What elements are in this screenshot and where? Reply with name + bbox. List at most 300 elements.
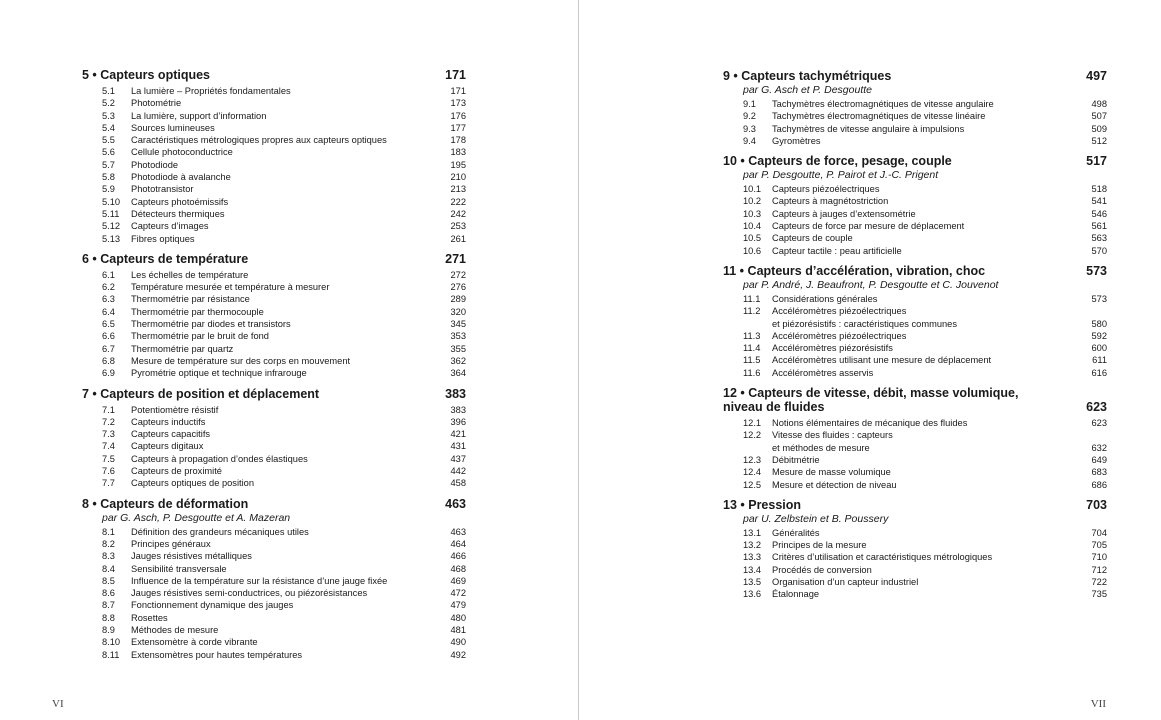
section-entry: [723, 442, 1107, 454]
section-number: 8.9: [102, 624, 115, 635]
section-entry: [723, 454, 1107, 466]
section-page-number: 466: [450, 551, 466, 562]
section-entry: [723, 245, 1107, 257]
section-entry: [723, 232, 1107, 244]
section-entry: [723, 479, 1107, 491]
chapter-page-number: 517: [1086, 154, 1107, 169]
section-title: Accéléromètres piézoélectriques: [772, 330, 907, 341]
section-page-number: 561: [1091, 221, 1107, 232]
section-number: 6.9: [102, 368, 115, 379]
section-list: [82, 526, 466, 661]
section-title: Capteurs à propagation d’ondes élastiques: [131, 453, 308, 464]
section-entry: [723, 220, 1107, 232]
section-number: 6.4: [102, 306, 115, 317]
section-page-number: 712: [1091, 564, 1107, 575]
section-entry: [723, 588, 1107, 600]
section-title: Méthodes de mesure: [131, 624, 219, 635]
section-entry: [723, 354, 1107, 366]
section-page-number: 261: [450, 233, 466, 244]
section-page-number: 611: [1092, 355, 1107, 366]
section-page-number: 183: [450, 147, 466, 158]
section-title: Fonctionnement dynamique des jauges: [131, 600, 294, 611]
section-page-number: 498: [1091, 99, 1107, 109]
section-title: Vitesse des fluides : capteurs: [772, 430, 893, 441]
chapter-title: 5 • Capteurs optiques: [82, 68, 211, 82]
chapter-authors: par U. Zelbstein et B. Poussery: [743, 512, 889, 525]
section-page-number: 469: [450, 575, 466, 586]
section-number: 6.8: [102, 355, 115, 366]
section-entry: [723, 305, 1107, 317]
section-number: 12.1: [743, 418, 762, 429]
section-entry: [82, 134, 466, 146]
section-page-number: 437: [450, 453, 466, 464]
section-list: [82, 269, 466, 380]
section-title: Capteurs d’images: [131, 221, 209, 232]
section-title: Mesure de masse volumique: [772, 467, 891, 478]
section-number: 9.4: [743, 135, 756, 146]
section-title: Accéléromètres asservis: [772, 367, 874, 378]
section-title: Mesure et détection de niveau: [772, 479, 897, 490]
section-page-number: 272: [450, 269, 466, 280]
section-number: 6.1: [102, 269, 115, 280]
section-page-number: 735: [1091, 589, 1107, 600]
section-page-number: 492: [450, 649, 466, 660]
section-page-number: 573: [1091, 293, 1107, 304]
section-page-number: 632: [1091, 442, 1107, 453]
section-page-number: 431: [450, 441, 466, 452]
section-number: 12.4: [743, 467, 762, 478]
section-title: Détecteurs thermiques: [131, 208, 225, 219]
toc-column: [723, 69, 1107, 608]
section-title: Thermométrie par quartz: [131, 343, 234, 354]
chapter-entry: [82, 68, 466, 245]
section-number: 8.2: [102, 538, 115, 549]
section-entry: [82, 146, 466, 158]
section-title: Capteur tactile : peau artificielle: [772, 245, 902, 256]
section-title: Les échelles de température: [131, 269, 249, 280]
section-number: 8.7: [102, 600, 115, 611]
section-title: Tachymètres électromagnétiques de vitesse angulaire: [772, 99, 994, 109]
section-title: Étalonnage: [772, 589, 820, 600]
section-entry: [82, 465, 466, 477]
section-number: 9.3: [743, 123, 756, 134]
section-title: Sources lumineuses: [131, 122, 215, 133]
section-entry: [82, 110, 466, 122]
section-entry: [82, 563, 466, 575]
section-page-number: 686: [1091, 479, 1107, 490]
section-title: Fibres optiques: [131, 233, 195, 244]
section-number: 12.3: [743, 454, 762, 465]
chapter-entry: [723, 498, 1107, 601]
section-entry: [82, 575, 466, 587]
section-number: 5.11: [102, 208, 120, 219]
section-page-number: 171: [450, 86, 466, 96]
section-entry: [82, 355, 466, 367]
section-title: Caractéristiques métrologiques propres aux capteurs optiques: [131, 135, 387, 146]
section-title: La lumière, support d’information: [131, 110, 267, 121]
section-entry: [723, 367, 1107, 379]
section-number: 6.7: [102, 343, 115, 354]
section-entry: [723, 98, 1107, 110]
section-number: 13.2: [743, 540, 762, 551]
section-number: 11.5: [743, 355, 761, 366]
section-page-number: 480: [450, 612, 466, 623]
section-page-number: 490: [450, 637, 466, 648]
section-title: Principes généraux: [131, 538, 211, 549]
section-number: 7.7: [102, 478, 115, 489]
section-title: Jauges résistives métalliques: [131, 551, 252, 562]
section-title: Principes de la mesure: [772, 540, 867, 551]
section-number: 7.5: [102, 453, 115, 464]
section-title: Pyrométrie optique et technique infrarouge: [131, 368, 307, 379]
chapter-title: 9 • Capteurs tachymétriques: [723, 69, 892, 83]
section-entry: [723, 417, 1107, 429]
section-title: Capteurs de force par mesure de déplacement: [772, 221, 965, 232]
section-title: Critères d’utilisation et caractéristiques métrologiques: [772, 552, 993, 563]
chapter-heading: [82, 252, 466, 267]
section-number: 10.4: [743, 221, 762, 232]
section-entry: [82, 159, 466, 171]
section-page-number: 518: [1091, 184, 1107, 195]
section-entry: [82, 233, 466, 245]
chapter-entry: [723, 154, 1107, 257]
section-title: Débitmétrie: [772, 454, 820, 465]
section-title: Tachymètres de vitesse angulaire à impulsions: [772, 123, 965, 134]
chapter-title: 6 • Capteurs de température: [82, 251, 249, 266]
section-title: Accéléromètres piézorésistifs: [772, 343, 893, 354]
section-number: 7.3: [102, 429, 115, 440]
chapter-page-number: 623: [1086, 400, 1107, 415]
section-title: Thermométrie par le bruit de fond: [131, 331, 269, 342]
section-number: 13.1: [743, 527, 762, 538]
chapter-title: 10 • Capteurs de force, pesage, couple: [723, 154, 952, 169]
section-title: et piézorésistifs : caractéristiques communes: [772, 318, 957, 329]
section-number: 6.2: [102, 282, 115, 293]
section-page-number: 396: [450, 416, 466, 427]
section-number: 5.4: [102, 122, 115, 133]
section-page-number: 507: [1091, 111, 1107, 122]
section-title: Influence de la température sur la résistance d’une jauge fixée: [131, 575, 388, 586]
section-page-number: 463: [450, 526, 466, 537]
section-number: 12.2: [743, 430, 762, 441]
section-title: Potentiomètre résistif: [131, 404, 219, 415]
section-page-number: 710: [1091, 552, 1107, 563]
section-number: 13.3: [743, 552, 762, 563]
chapter-page-number: 271: [445, 251, 466, 266]
section-entry: [82, 587, 466, 599]
section-page-number: 345: [450, 319, 466, 330]
section-number: 5.5: [102, 135, 115, 146]
section-page-number: 546: [1091, 208, 1107, 219]
section-title: Capteurs inductifs: [131, 416, 206, 427]
section-entry: [723, 293, 1107, 305]
section-title: Thermométrie par résistance: [131, 294, 250, 305]
section-title: Photodiode à avalanche: [131, 172, 231, 183]
section-entry: [82, 599, 466, 611]
section-number: 5.9: [102, 184, 115, 195]
section-entry: [723, 429, 1107, 441]
section-page-number: 512: [1091, 135, 1107, 146]
section-number: 5.7: [102, 159, 115, 170]
section-number: 11.6: [743, 367, 761, 378]
section-number: 12.5: [743, 479, 762, 490]
section-title: Photométrie: [131, 98, 182, 109]
section-page-number: 509: [1091, 123, 1107, 134]
section-entry: [82, 293, 466, 305]
section-page-number: 705: [1091, 540, 1107, 551]
section-entry: [723, 110, 1107, 122]
section-title: Définition des grandeurs mécaniques utiles: [131, 526, 309, 537]
section-entry: [723, 564, 1107, 576]
section-number: 9.2: [743, 111, 756, 122]
section-list: [723, 98, 1107, 147]
section-entry: [82, 97, 466, 109]
section-list: [82, 404, 466, 490]
chapter-page-number: 383: [445, 386, 466, 401]
section-title: Notions élémentaires de mécanique des fluides: [772, 418, 968, 429]
section-number: 8.3: [102, 551, 115, 562]
section-number: 5.3: [102, 110, 115, 121]
section-entry: [723, 527, 1107, 539]
section-title: Extensomètres pour hautes températures: [131, 649, 303, 660]
section-page-number: 222: [450, 196, 466, 207]
section-entry: [82, 416, 466, 428]
section-number: 7.6: [102, 466, 115, 477]
chapter-heading: [82, 68, 466, 83]
section-entry: [82, 636, 466, 648]
section-number: 10.2: [743, 196, 762, 207]
section-page-number: 195: [450, 159, 466, 170]
section-page-number: [1077, 305, 1107, 317]
section-number: 13.4: [743, 564, 762, 575]
section-title: Capteurs de proximité: [131, 466, 222, 477]
section-title: Capteurs piézoélectriques: [772, 184, 880, 195]
section-title: Procédés de conversion: [772, 564, 872, 575]
section-title: Généralités: [772, 527, 820, 538]
section-entry: [82, 330, 466, 342]
section-title: Accéléromètres utilisant une mesure de déplacement: [772, 355, 992, 366]
section-entry: [723, 330, 1107, 342]
section-page-number: 704: [1091, 527, 1107, 538]
section-page-number: 353: [450, 331, 466, 342]
chapter-page-number: 171: [445, 68, 466, 82]
section-number: 8.10: [102, 637, 121, 648]
section-page-number: 683: [1091, 467, 1107, 478]
section-page-number: 464: [450, 538, 466, 549]
chapter-entry: [82, 387, 466, 490]
section-title: Mesure de température sur des corps en mouvement: [131, 355, 351, 366]
section-page-number: 242: [450, 208, 466, 219]
chapter-entry: [82, 497, 466, 661]
chapter-authors: par P. Desgoutte, P. Pairot et J.-C. Prigent: [743, 169, 939, 182]
section-list: [82, 85, 466, 245]
section-title: Photodiode: [131, 159, 179, 170]
section-page-number: 213: [450, 184, 466, 195]
section-number: 8.5: [102, 575, 115, 586]
section-title: Capteurs capacitifs: [131, 429, 211, 440]
section-entry: [82, 269, 466, 281]
section-entry: [82, 343, 466, 355]
section-title: Sensibilité transversale: [131, 563, 227, 574]
section-entry: [82, 85, 466, 97]
section-title: Gyromètres: [772, 135, 821, 146]
section-page-number: 563: [1091, 233, 1107, 244]
section-number: 8.11: [102, 649, 120, 660]
section-page-number: 177: [450, 122, 466, 133]
section-title: Capteurs photoémissifs: [131, 196, 229, 207]
chapter-heading: [82, 497, 466, 512]
section-title: Accéléromètres piézoélectriques: [772, 306, 907, 317]
chapter-heading: [723, 498, 1107, 513]
section-number: 7.4: [102, 441, 115, 452]
section-number: 8.8: [102, 612, 115, 623]
section-page-number: 362: [450, 355, 466, 366]
chapter-entry: [723, 386, 1107, 491]
section-number: 13.6: [743, 589, 762, 600]
section-page-number: 364: [450, 368, 466, 379]
section-entry: [723, 576, 1107, 588]
section-number: 11.3: [743, 330, 761, 341]
section-page-number: 541: [1091, 196, 1107, 207]
section-number: 5.8: [102, 172, 115, 183]
right-page: [579, 0, 1161, 720]
section-page-number: 421: [450, 429, 466, 440]
section-entry: [82, 318, 466, 330]
section-entry: [723, 208, 1107, 220]
section-page-number: 442: [450, 466, 466, 477]
section-number: 5.13: [102, 233, 121, 244]
section-title: Jauges résistives semi-conductrices, ou piézorésistances: [131, 588, 368, 599]
section-entry: [82, 477, 466, 489]
section-entry: [82, 171, 466, 183]
section-page-number: 649: [1091, 454, 1107, 465]
toc-column: [82, 68, 466, 668]
section-entry: [82, 550, 466, 562]
section-title: Capteurs digitaux: [131, 441, 204, 452]
section-title: Tachymètres électromagnétiques de vitesse linéaire: [772, 111, 986, 122]
section-number: 10.5: [743, 233, 762, 244]
section-page-number: 616: [1091, 367, 1107, 378]
chapter-title: 8 • Capteurs de déformation: [82, 496, 249, 511]
section-entry: [82, 208, 466, 220]
page-folio: VI: [52, 698, 64, 710]
section-entry: [82, 624, 466, 636]
section-page-number: 178: [450, 135, 466, 146]
section-entry: [82, 281, 466, 293]
section-page-number: 481: [450, 624, 466, 635]
section-entry: [82, 440, 466, 452]
chapter-entry: [723, 264, 1107, 379]
section-entry: [82, 428, 466, 440]
section-entry: [82, 612, 466, 624]
section-title: et méthodes de mesure: [772, 442, 870, 453]
chapter-entry: [723, 69, 1107, 147]
section-entry: [82, 122, 466, 134]
section-entry: [82, 367, 466, 379]
section-number: [743, 318, 772, 330]
section-page-number: 600: [1091, 343, 1107, 354]
section-page-number: 173: [450, 98, 466, 109]
section-page-number: 253: [450, 221, 466, 232]
chapter-title: 7 • Capteurs de position et déplacement: [82, 386, 320, 401]
section-entry: [82, 404, 466, 416]
section-title: Température mesurée et température à mesurer: [131, 282, 330, 293]
section-page-number: [1077, 429, 1107, 441]
section-entry: [723, 123, 1107, 135]
section-number: 10.1: [743, 184, 762, 195]
section-page-number: 320: [450, 306, 466, 317]
section-page-number: 289: [450, 294, 466, 305]
left-page: [0, 0, 578, 720]
section-entry: [723, 342, 1107, 354]
chapter-title: 11 • Capteurs d’accélération, vibration, choc: [723, 263, 986, 278]
section-page-number: 383: [450, 404, 466, 415]
section-page-number: 472: [450, 588, 466, 599]
section-page-number: 722: [1091, 577, 1107, 588]
section-number: 5.2: [102, 98, 115, 109]
section-entry: [82, 196, 466, 208]
chapter-heading: [723, 154, 1107, 169]
section-number: 6.5: [102, 319, 115, 330]
section-list: [723, 293, 1107, 379]
chapter-heading: [723, 69, 1107, 84]
section-number: 8.4: [102, 563, 115, 574]
section-number: 5.10: [102, 196, 121, 207]
section-number: 11.4: [743, 343, 761, 354]
section-number: 5.1: [102, 86, 115, 96]
chapter-title: 12 • Capteurs de vitesse, débit, masse volumique, niveau de fluides: [723, 386, 1019, 415]
section-page-number: 355: [450, 343, 466, 354]
section-entry: [723, 183, 1107, 195]
section-number: 8.1: [102, 526, 115, 537]
section-page-number: 276: [450, 282, 466, 293]
section-number: 10.6: [743, 245, 762, 256]
section-number: 6.6: [102, 331, 115, 342]
section-entry: [82, 538, 466, 550]
chapter-page-number: 703: [1086, 497, 1107, 512]
section-entry: [723, 318, 1107, 330]
section-title: Phototransistor: [131, 184, 194, 195]
section-title: Capteurs de couple: [772, 233, 853, 244]
section-number: 9.1: [743, 99, 756, 109]
chapter-page-number: 573: [1086, 263, 1107, 278]
section-page-number: 479: [450, 600, 466, 611]
section-title: Thermométrie par thermocouple: [131, 306, 264, 317]
chapter-authors: par G. Asch, P. Desgoutte et A. Mazeran: [102, 511, 291, 524]
section-title: Rosettes: [131, 612, 168, 623]
chapter-entry: [82, 252, 466, 380]
section-list: [723, 183, 1107, 257]
section-entry: [723, 466, 1107, 478]
section-number: 11.2: [743, 306, 761, 317]
section-entry: [723, 195, 1107, 207]
section-title: Organisation d’un capteur industriel: [772, 577, 919, 588]
section-page-number: 468: [450, 563, 466, 574]
section-number: 13.5: [743, 577, 762, 588]
section-entry: [82, 526, 466, 538]
section-entry: [723, 135, 1107, 147]
page-folio: VII: [1090, 698, 1106, 710]
section-title: Capteurs à magnétostriction: [772, 196, 889, 207]
section-title: Considérations générales: [772, 293, 878, 304]
section-entry: [82, 183, 466, 195]
section-number: 10.3: [743, 208, 762, 219]
chapter-page-number: 497: [1086, 69, 1107, 83]
section-title: Thermométrie par diodes et transistors: [131, 319, 291, 330]
section-title: Cellule photoconductrice: [131, 147, 233, 158]
section-number: [743, 442, 772, 454]
section-title: Capteurs optiques de position: [131, 478, 255, 489]
